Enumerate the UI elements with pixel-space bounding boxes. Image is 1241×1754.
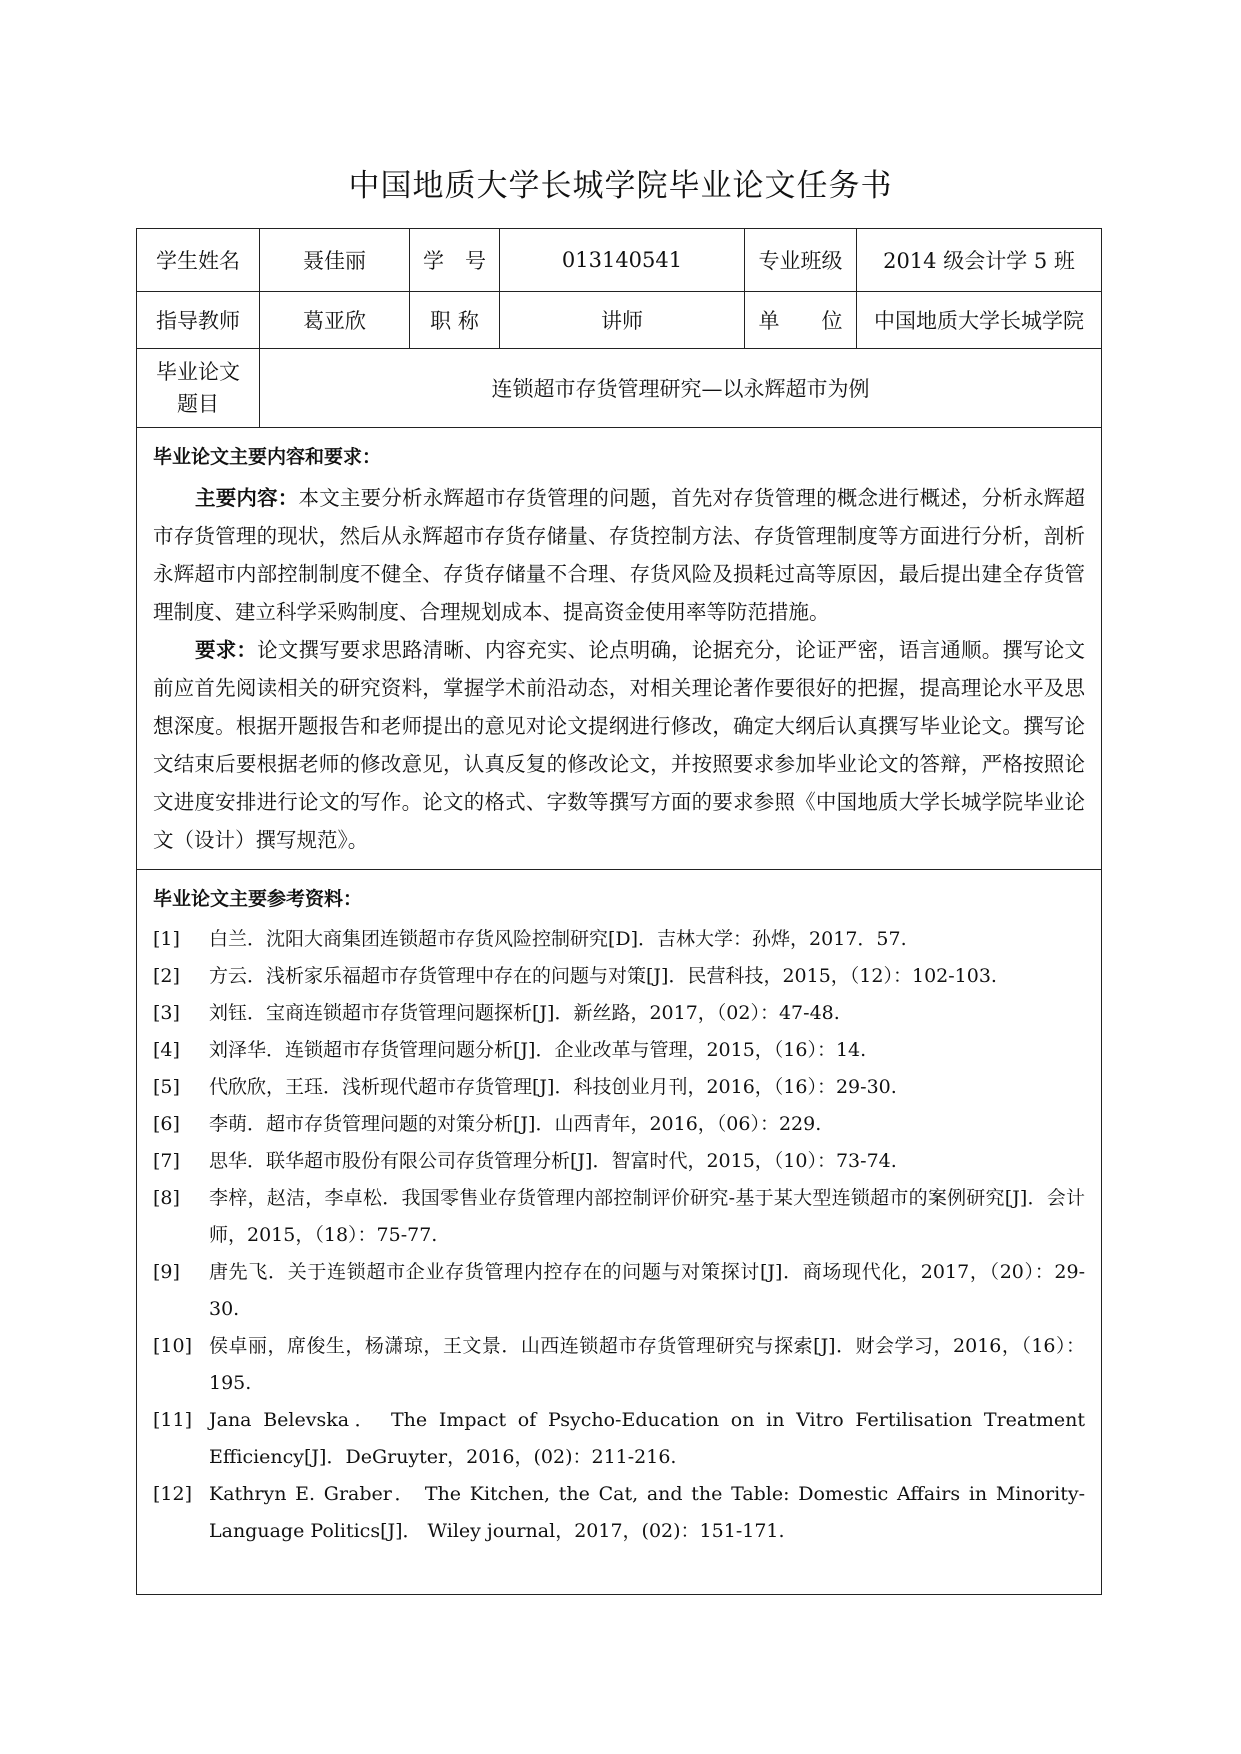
reference-item xyxy=(153,995,1085,1032)
reference-item xyxy=(153,958,1085,995)
reference-text: 白兰．沈阳大商集团连锁超市存货风险控制研究[D]．吉林大学：孙烨，2017．57. xyxy=(209,928,907,950)
student-name-label: 学生姓名 xyxy=(137,229,260,292)
requirements-text: 论文撰写要求思路清晰、内容充实、论点明确，论据充分，论证严密，语言通顺。撰写论文前应首先阅读相关的研究资料，掌握学术前沿动态，对相关理论著作要很好的把握，提高理论水平及思想深度。根据开题报告和老师提出的意见对论文提纲进行修改，确定大纲后认真撰写毕业论文。撰写论文结束后要根据老师的修改意见，认真反复的修改论文，并按照要求参加毕业论文的答辩，严格按照论文进度安排进行论文的写作。论文的格式、字数等撰写方面的要求参照《中国地质大学长城学院毕业论文（设计）撰写规范》。 xyxy=(153,638,1085,852)
reference-number: [4] xyxy=(153,1039,180,1061)
thesis-title-value: 连锁超市存货管理研究—以永辉超市为例 xyxy=(260,349,1102,428)
student-id-label: 学 号 xyxy=(410,229,500,292)
reference-item xyxy=(153,1402,1085,1476)
reference-number: [7] xyxy=(153,1150,180,1172)
references-heading: 毕业论文主要参考资料： xyxy=(153,888,363,910)
advisor-label: 指导教师 xyxy=(137,292,260,349)
reference-number: [11] xyxy=(153,1409,193,1431)
student-name-value: 聂佳丽 xyxy=(260,229,410,292)
main-content-paragraph xyxy=(153,479,1085,631)
main-content-text: 本文主要分析永辉超市存货管理的问题，首先对存货管理的概念进行概述，分析永辉超市存货管理的现状，然后从永辉超市存货存储量、存货控制方法、存货管理制度等方面进行分析，剖析永辉超市内部控制制度不健全、存货存储量不合理、存货风险及损耗过高等原因，最后提出建全存货管理制度、建立科学采购制度、合理规划成本、提高资金使用率等防范措施。 xyxy=(153,486,1086,624)
document-title: 中国地质大学长城学院毕业论文任务书 xyxy=(348,168,893,204)
reference-text: 方云．浅析家乐福超市存货管理中存在的问题与对策[J]．民营科技，2015，（12）：102-103. xyxy=(209,965,997,987)
reference-number: [6] xyxy=(153,1113,180,1135)
reference-text: 代欣欣，王珏．浅析现代超市存货管理[J]．科技创业月刊，2016，（16）：29-30. xyxy=(209,1076,897,1098)
thesis-title-label-line1: 毕业论文 xyxy=(156,360,240,384)
reference-number: [10] xyxy=(153,1335,193,1357)
reference-text: Kathryn E. Graber． The Kitchen, the Cat, and the Table: Domestic Affairs in Minority-Language Politics[J]． Wiley journal，2017，(02)：151-171. xyxy=(209,1483,1085,1542)
reference-item xyxy=(153,1254,1085,1328)
reference-number: [1] xyxy=(153,928,180,950)
reference-number: [2] xyxy=(153,965,180,987)
reference-text: 李梓，赵洁，李卓松．我国零售业存货管理内部控制评价研究-基于某大型连锁超市的案例研究[J]．会计师，2015，（18）：75-77. xyxy=(209,1187,1085,1246)
reference-text: 侯卓丽，席俊生，杨潇琼，王文景．山西连锁超市存货管理研究与探索[J]．财会学习，2016，（16）：195. xyxy=(209,1335,1085,1394)
title-rank-label: 职 称 xyxy=(410,292,500,349)
reference-item xyxy=(153,1032,1085,1069)
requirements-label: 要求： xyxy=(195,638,258,662)
unit-value: 中国地质大学长城学院 xyxy=(857,292,1102,349)
content-section xyxy=(137,428,1102,870)
advisor-row xyxy=(137,292,1102,349)
reference-text: 思华．联华超市股份有限公司存货管理分析[J]．智富时代，2015，（10）：73-74. xyxy=(209,1150,897,1172)
reference-item xyxy=(153,1328,1085,1402)
student-id-value: 013140541 xyxy=(500,229,745,292)
thesis-title-row xyxy=(137,349,1102,428)
task-form-table xyxy=(136,228,1102,1595)
advisor-value: 葛亚欣 xyxy=(260,292,410,349)
reference-list xyxy=(153,921,1085,1550)
reference-text: 刘钰．宝商连锁超市存货管理问题探析[J]．新丝路，2017，（02）：47-48. xyxy=(209,1002,840,1024)
class-value: 2014 级会计学 5 班 xyxy=(857,229,1102,292)
student-row xyxy=(137,229,1102,292)
reference-item xyxy=(153,1476,1085,1550)
main-content-label: 主要内容： xyxy=(195,486,299,510)
reference-text: 李萌．超市存货管理问题的对策分析[J]．山西青年，2016，（06）：229. xyxy=(209,1113,822,1135)
reference-item xyxy=(153,1143,1085,1180)
reference-text: 刘泽华．连锁超市存货管理问题分析[J]．企业改革与管理，2015，（16）：14. xyxy=(209,1039,867,1061)
references-row xyxy=(137,870,1102,1595)
content-heading: 毕业论文主要内容和要求： xyxy=(153,446,382,468)
reference-number: [12] xyxy=(153,1483,193,1505)
reference-text: Jana Belevska． The Impact of Psycho-Education on in Vitro Fertilisation Treatment Efficiency[J]．DeGruyter，2016，(02)：211-216. xyxy=(209,1409,1085,1468)
reference-number: [5] xyxy=(153,1076,180,1098)
reference-number: [9] xyxy=(153,1261,180,1283)
references-section xyxy=(137,870,1102,1595)
thesis-title-label-line2: 题目 xyxy=(177,392,219,416)
reference-number: [8] xyxy=(153,1187,180,1209)
unit-label: 单 位 xyxy=(745,292,857,349)
content-row xyxy=(137,428,1102,870)
reference-item xyxy=(153,1069,1085,1106)
requirements-paragraph xyxy=(153,631,1085,859)
reference-item xyxy=(153,921,1085,958)
reference-text: 唐先飞．关于连锁超市企业存货管理内控存在的问题与对策探讨[J]．商场现代化，2017，（20）：29-30. xyxy=(209,1261,1085,1320)
reference-number: [3] xyxy=(153,1002,180,1024)
thesis-title-label xyxy=(137,349,260,428)
reference-item xyxy=(153,1180,1085,1254)
reference-item xyxy=(153,1106,1085,1143)
title-rank-value: 讲师 xyxy=(500,292,745,349)
class-label: 专业班级 xyxy=(745,229,857,292)
